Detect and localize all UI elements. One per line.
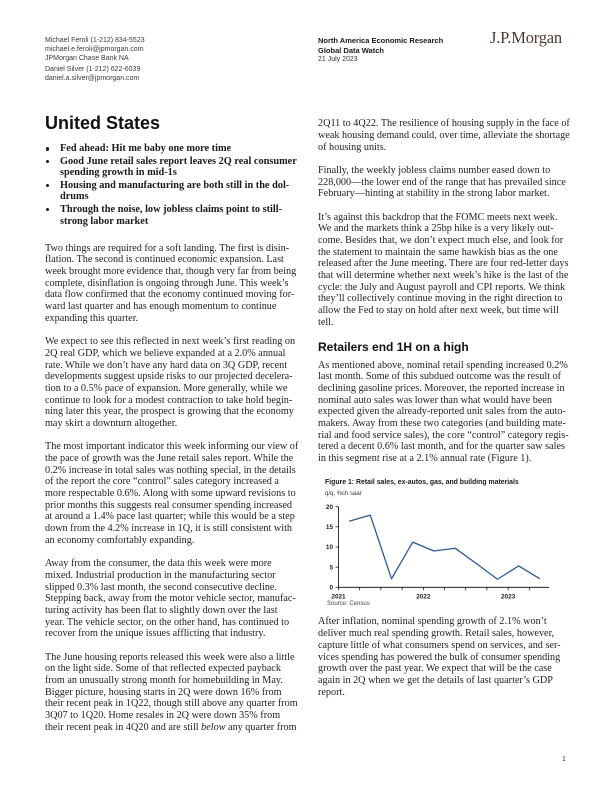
bullet-text (60, 155, 300, 178)
text-line: continue to look for a modest contraction to take hold begin- (45, 394, 293, 406)
text-line: tered a decent 0.6% last month, and for the quarter saw sales (318, 441, 565, 453)
text-line: Through the noise, low jobless claims point to still- (60, 203, 283, 215)
text-line: tion to a 0.5% pace of expansion. More generally, while we (45, 382, 288, 394)
text-line: 2Q11 to 4Q22. The resilience of housing supply in the face of (318, 118, 570, 130)
figure-source: Source: Census (327, 600, 370, 607)
text-line: their recent peak in 1Q22, though still above any quarter from (45, 698, 298, 710)
bullet-dot-icon (46, 160, 50, 164)
author-block-1 (45, 36, 145, 63)
paragraph-housing (45, 652, 301, 734)
right-column-middle (318, 360, 576, 465)
text-line: 0.2% increase in total sales was nothing special, in the details (45, 464, 296, 476)
bullet-dot-icon (46, 184, 50, 188)
y-axis-tick-label: 0 (329, 584, 333, 592)
text-line: makers. Away from these two categories (and building mate- (318, 418, 566, 430)
text-line: allow the Fed to stay on hold after next week, but time will (318, 305, 559, 317)
summary-bullet-list (45, 142, 300, 227)
right-column-top (318, 118, 576, 328)
text-line: weak housing demand could, over time, alleviate the shortage (318, 129, 570, 141)
text-line: tell. (318, 316, 334, 328)
text-line: released after the June meeting. There are four red-letter days (318, 258, 569, 270)
y-axis-tick-label: 15 (325, 524, 333, 532)
text-line: recover from the unique issues afflicting that industry. (45, 628, 266, 640)
summary-bullet (45, 179, 300, 202)
y-axis-tick-label: 20 (325, 503, 333, 511)
text-line: developments suggest upside risks to our projected decelera- (45, 371, 293, 383)
text-line: of the report the core “control” sales category increased a (45, 476, 279, 488)
text-line: Away from the consumer, the data this week were more (45, 558, 272, 570)
x-axis-tick-label: 2022 (416, 593, 431, 601)
text-line: last month. Some of this subdued outcome was the result of (318, 371, 562, 383)
figure-units-label: q/q, %ch saar (325, 491, 362, 497)
text-line: nominal auto sales was lower than what would have been (318, 394, 552, 406)
paragraph-soft-landing (45, 243, 301, 325)
bullet-text (60, 142, 300, 154)
text-line: complete, disinflation is ongoing through June. This week’s (45, 277, 289, 289)
bullet-dot-icon (46, 147, 50, 151)
text-line: more respectable 0.6%. Along with some upward revisions to (45, 488, 296, 500)
summary-bullet (45, 155, 300, 178)
text-line: Finally, the weekly jobless claims number eased down to (318, 164, 551, 176)
text-line: that will determine whether next week’s hike is the last of the (318, 270, 569, 282)
text-segment: their recent peak in 4Q20 and are still (45, 721, 202, 733)
report-info (318, 36, 443, 65)
paragraph-fomc (318, 212, 576, 329)
text-line: 3Q07 to 1Q20. Home resales in 2Q were down 35% from (45, 710, 281, 722)
text-line: at around a 1.4% pace last quarter; while this would be a step (45, 511, 295, 523)
x-axis-tick-label: 2023 (500, 593, 516, 601)
department-label: North America Economic Research (318, 36, 444, 45)
text-line: prior months this suggests real consumer spending increased (45, 499, 292, 511)
text-line: Housing and manufacturing are both still in the dol- (60, 179, 290, 191)
text-line: ward last quarter and has enough momentum to continue (45, 301, 277, 313)
text-line: on the light side. Some of that reflected expected payback (45, 663, 281, 675)
text-line: flation. The second is continued economic expansion. Last (45, 254, 284, 266)
text-line: of housing units. (318, 141, 387, 153)
text-line: After inflation, nominal spending growth of 2.1% won’t (318, 616, 547, 628)
text-line (45, 722, 301, 734)
text-line: mixed. Industrial production in the manufacturing sector (45, 569, 276, 581)
text-line: February—hinting at stability in the strong labor market. (318, 188, 550, 200)
author-name-phone: Michael Feroli (1-212) 834-5523 (45, 36, 145, 44)
author-organization: JPMorgan Chase Bank NA (45, 54, 129, 62)
text-line: The June housing reports released this week were also a little (45, 651, 295, 663)
summary-bullet (45, 142, 300, 154)
text-line: cycle: the July and August payroll and CPI reports. We think (318, 281, 566, 293)
author-contacts (45, 36, 145, 83)
text-line: We expect to see this reflected in next week’s first reading on (45, 336, 296, 348)
text-line: It’s against this backdrop that the FOMC meets next week. (318, 211, 558, 223)
y-axis-tick-label: 5 (329, 564, 333, 572)
author-block-2 (45, 65, 145, 83)
paragraph-housing-supply (318, 118, 576, 153)
text-line: strong labor market (60, 215, 149, 227)
paragraph-manufacturing (45, 558, 301, 640)
text-line: expected given the already-reported unit sales from the auto- (318, 406, 566, 418)
page-number: 1 (562, 755, 566, 763)
text-line: report. (318, 686, 345, 698)
text-line: rate. While we don’t have any hard data on 3Q GDP, recent (45, 359, 288, 371)
text-line: they’ll collectively continue moving in the right direction to (318, 293, 563, 305)
text-line: deliver much real spending growth. Retail sales, however, (318, 628, 555, 640)
x-axis-tick-label: 2021 (331, 593, 346, 601)
text-line: an economy comfortably expanding. (45, 534, 195, 546)
text-line: growth over the past year. We expect that will be the case (318, 663, 552, 675)
text-line: may skirt a downturn altogether. (45, 417, 178, 429)
paragraph-gdp (45, 336, 301, 430)
left-column-body (45, 243, 301, 734)
text-line: again in 2Q when we get the details of last quarter’s GDP (318, 674, 553, 686)
section-heading: Retailers end 1H on a high (318, 340, 469, 355)
text-line: expanding this quarter. (45, 312, 139, 324)
text-line: week brought more evidence that, though very far from being (45, 266, 297, 278)
data-series-line (349, 515, 540, 579)
bullet-dot-icon (46, 208, 50, 212)
text-line: rial and food service sales), the core “control” category regis- (318, 429, 569, 441)
text-line: declining gasoline prices. Moreover, the reported increase in (318, 383, 565, 395)
y-axis-tick-label: 10 (325, 544, 333, 552)
text-line: the statement to maintain the same hawkish bias as the one (318, 246, 558, 258)
text-line: We and the markets think a 25bp hike is a very likely out- (318, 223, 554, 235)
text-line: Good June retail sales report leaves 2Q real consumer (60, 155, 297, 167)
text-line: slipped 0.3% last month, the second consecutive decline. (45, 581, 277, 593)
section-title: United States (45, 113, 161, 133)
text-line: Two things are required for a soft landing. The first is disin- (45, 242, 290, 254)
bullet-text (60, 179, 300, 202)
text-line: from an unusually strong month for homebuilding in May. (45, 675, 283, 687)
text-line: spending growth in mid-1s (60, 167, 177, 179)
text-line: As mentioned above, nominal retail spending increased 0.2% (318, 359, 568, 371)
text-line: capture little of what consumers spend on services, and ser- (318, 639, 561, 651)
text-line: The most important indicator this week informing our view of (45, 441, 299, 453)
bullet-text (60, 203, 300, 226)
text-line: vices spending has powered the bulk of consumer spending (318, 651, 561, 663)
paragraph-retail-sales (45, 441, 301, 546)
text-line: 2Q real GDP, which we believe expanded at a 2.0% annual (45, 347, 286, 359)
text-line: year. The vehicle sector, on the other hand, has continued to (45, 616, 290, 628)
paragraph-jobless-claims (318, 165, 576, 200)
text-line: data flow confirmed that the economy continued moving for- (45, 289, 295, 301)
text-line: come. Besides that, we don’t expect much else, and look for (318, 235, 564, 247)
text-line: Bigger picture, housing starts in 2Q were down 16% from (45, 686, 282, 698)
author-name-phone: Daniel Silver (1-212) 622-6039 (45, 65, 141, 73)
summary-bullet (45, 203, 300, 226)
right-column-bottom (318, 616, 576, 698)
emphasis-text: below (201, 721, 226, 733)
text-line: the pace of growth was the June retail sales report. While the (45, 453, 294, 465)
report-date: 21 July 2023 (318, 56, 358, 63)
text-line: drums (60, 191, 89, 203)
text-line: in this segment rise at a 2.1% annual rate (Figure 1). (318, 453, 532, 465)
paragraph-inflation-adjusted (318, 616, 576, 698)
text-line: Stepping back, away from the motor vehicle sector, manufac- (45, 593, 296, 605)
text-segment: any quarter from (225, 721, 297, 733)
text-line: ning later this year, the prospect is growing that the economy (45, 406, 294, 418)
paragraph-retail-spending (318, 360, 576, 465)
author-email-link[interactable]: michael.e.feroli@jpmorgan.com (45, 45, 144, 53)
text-line: turing activity has been flat to slightly down over the last (45, 604, 278, 616)
text-line: 228,000—the lower end of the range that has prevailed since (318, 176, 566, 188)
text-line: down from the 4.2% increase in 1Q, it is still consistent with (45, 523, 293, 535)
author-email-link[interactable]: daniel.a.silver@jpmorgan.com (45, 74, 140, 82)
publication-label: Global Data Watch (318, 45, 384, 55)
retail-sales-line-chart (310, 498, 560, 610)
text-line: Fed ahead: Hit me baby one more time (60, 143, 232, 155)
jpmorgan-logo: J.P.Morgan (490, 28, 562, 47)
figure-title: Figure 1: Retail sales, ex-autos, gas, and building materials (325, 478, 519, 486)
